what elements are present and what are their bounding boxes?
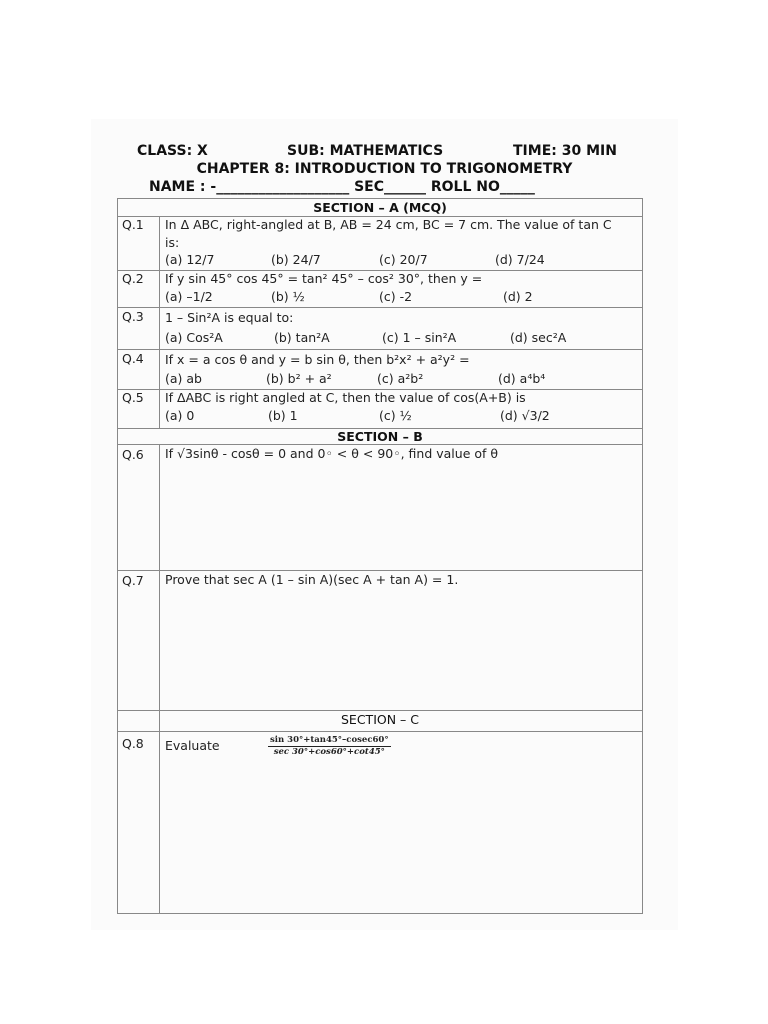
option-d: (d) 2: [503, 289, 533, 304]
option-d: (d) a⁴b⁴: [498, 371, 546, 386]
option-a: (a) Cos²A: [165, 330, 223, 345]
option-b: (b) ½: [271, 289, 305, 304]
worksheet-page: [91, 119, 678, 930]
question-text: In Δ ABC, right-angled at B, AB = 24 cm, BC = 7 cm. The value of tan C: [165, 217, 612, 232]
question-text: If x = a cos θ and y = b sin θ, then b²x² + a²y² =: [165, 352, 470, 367]
chapter-title: CHAPTER 8: INTRODUCTION TO TRIGONOMETRY: [196, 161, 573, 177]
option-d: (d) sec²A: [510, 330, 567, 345]
option-c: (c) a²b²: [377, 371, 424, 386]
question-number: Q.3: [122, 309, 144, 324]
section-b-title: SECTION – B: [337, 429, 423, 444]
fraction-numerator: sin 30°+tan45°–cosec60°: [270, 735, 389, 745]
question-text-continued: is:: [165, 235, 180, 250]
option-a: (a) 0: [165, 408, 195, 423]
option-a: (a) 12/7: [165, 252, 215, 267]
question-text: If ΔABC is right angled at C, then the value of cos(A+B) is: [165, 390, 526, 405]
section-a-title: SECTION – A (MCQ): [313, 200, 447, 215]
option-a: (a) ab: [165, 371, 202, 386]
fraction-denominator: sec 30°+cos60°+cot45°: [273, 747, 385, 757]
option-c: (c) ½: [379, 408, 412, 423]
option-b: (b) 24/7: [271, 252, 321, 267]
evaluate-label: Evaluate: [165, 738, 220, 753]
question-number: Q.4: [122, 351, 144, 366]
question-number: Q.2: [122, 271, 144, 286]
option-d: (d) √3/2: [500, 408, 550, 423]
fraction-expression: [268, 735, 391, 758]
question-number: Q.5: [122, 390, 144, 405]
option-c: (c) -2: [379, 289, 413, 304]
subject-label: SUB: MATHEMATICS: [287, 143, 444, 159]
option-c: (c) 1 – sin²A: [382, 330, 457, 345]
class-label: CLASS: X: [137, 143, 208, 159]
question-text: 1 – Sin²A is equal to:: [165, 310, 294, 325]
question-number: Q.7: [122, 573, 144, 588]
section-c-title: SECTION – C: [341, 712, 419, 727]
question-number: Q.6: [122, 447, 144, 462]
name-line: NAME : -___________________ SEC______ ROLL NO_____: [149, 179, 535, 195]
question-number: Q.8: [122, 736, 144, 751]
option-d: (d) 7/24: [495, 252, 545, 267]
option-c: (c) 20/7: [379, 252, 428, 267]
option-b: (b) 1: [268, 408, 298, 423]
question-text: If √3sinθ - cosθ = 0 and 0◦ < θ < 90◦, find value of θ: [165, 446, 499, 461]
question-table: [117, 198, 643, 914]
option-b: (b) tan²A: [274, 330, 330, 345]
question-number: Q.1: [122, 217, 144, 232]
time-label: TIME: 30 MIN: [513, 143, 617, 159]
option-b: (b) b² + a²: [266, 371, 332, 386]
question-text: If y sin 45° cos 45° = tan² 45° – cos² 30°, then y =: [165, 271, 483, 286]
option-a: (a) –1/2: [165, 289, 213, 304]
question-text: Prove that sec A (1 – sin A)(sec A + tan A) = 1.: [165, 572, 459, 587]
